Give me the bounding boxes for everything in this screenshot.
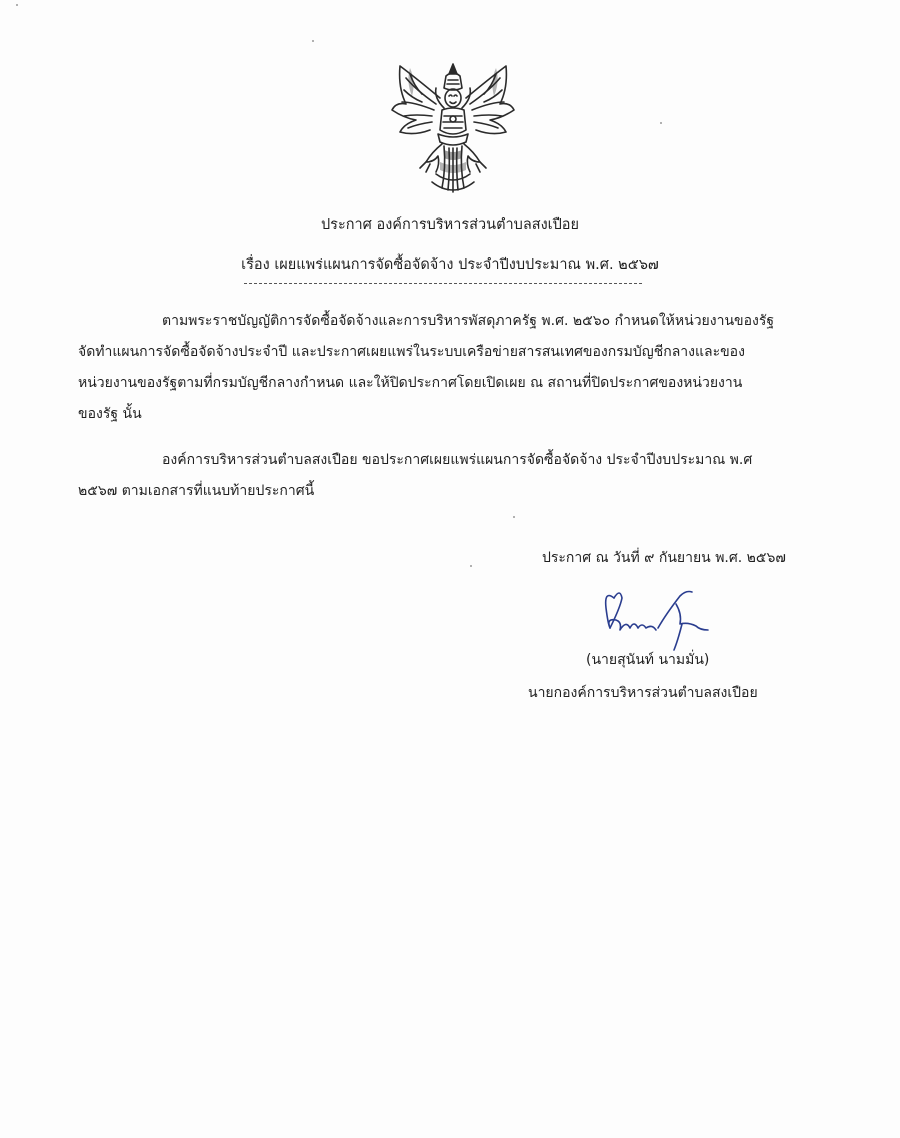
scan-speck: [513, 516, 515, 518]
paragraph-2: [78, 445, 830, 507]
scan-speck: [16, 4, 18, 6]
announcement-header: ประกาศ องค์การบริหารส่วนตำบลสงเปือย: [320, 217, 580, 233]
signer-name: (นายสุนันท์ นามมั่น): [586, 652, 710, 668]
scan-speck: [312, 40, 314, 42]
scan-speck: [470, 565, 472, 567]
dashed-divider: [244, 283, 642, 284]
paragraph-1-line-1: ตามพระราชบัญญัติการจัดซื้อจัดจ้างและการบริหารพัสดุภาครัฐ พ.ศ. ๒๕๖๐ กำหนดให้หน่วยงานของรัฐ: [162, 313, 775, 329]
paragraph-2-line-2: ๒๕๖๗ ตามเอกสารที่แนบท้ายประกาศนี้: [78, 483, 315, 499]
signer-title: นายกองค์การบริหารส่วนตำบลสงเปือย: [528, 685, 758, 701]
announcement-subject: เรื่อง เผยแพร่แผนการจัดซื้อจัดจ้าง ประจำปีงบประมาณ พ.ศ. ๒๕๖๗: [241, 257, 659, 273]
paragraph-1-line-3: หน่วยงานของรัฐตามที่กรมบัญชีกลางกำหนด และให้ปิดประกาศโดยเปิดเผย ณ สถานที่ปิดประกาศของหน่วยงาน: [78, 375, 743, 391]
paragraph-1-line-4: ของรัฐ นั้น: [78, 406, 142, 422]
handwritten-signature: [596, 584, 716, 654]
scan-speck: [660, 122, 662, 124]
paragraph-2-line-1: องค์การบริหารส่วนตำบลสงเปือย ขอประกาศเผยแพร่แผนการจัดซื้อจัดจ้าง ประจำปีงบประมาณ พ.ศ: [162, 452, 753, 468]
announcement-date: ประกาศ ณ วันที่ ๙ กันยายน พ.ศ. ๒๕๖๗: [542, 550, 786, 566]
paragraph-1: [78, 306, 830, 430]
paragraph-1-line-2: จัดทำแผนการจัดซื้อจัดจ้างประจำปี และประกาศเผยแพร่ในระบบเครือข่ายสารสนเทศของกรมบัญชีกลางและของ: [78, 344, 745, 360]
garuda-emblem: [386, 58, 520, 194]
